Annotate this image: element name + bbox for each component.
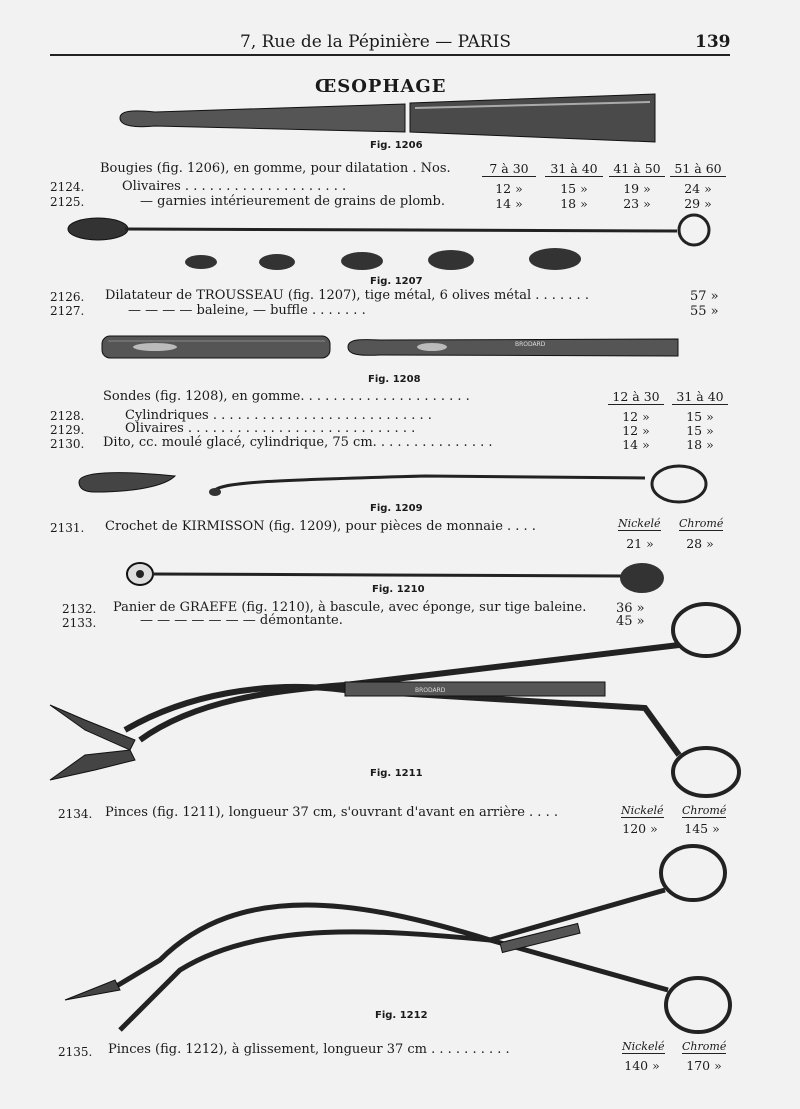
price: 45 »	[616, 614, 645, 629]
bougies-heading: Bougies (fig. 1206), en gomme, pour dilatation . Nos.	[100, 161, 451, 176]
fig-1207-dilatateur-illustration	[65, 212, 715, 277]
bougies-col-3: 41 à 50	[609, 161, 665, 177]
price-nickele: 140 »	[624, 1058, 660, 1073]
price-chrome: 28 »	[686, 536, 714, 551]
bougies-row-label: — garnies intérieurement de grains de plomb.	[140, 194, 445, 209]
sondes-row-label: Cylindriques . . . . . . . . . . . . . . . . . . . . . . . . . . .	[125, 408, 432, 423]
price: 19 »	[623, 181, 651, 196]
price-chrome: 170 »	[686, 1058, 722, 1073]
engraved-brand-text: BRODARD	[515, 341, 546, 348]
crochet-label: Crochet de KIRMISSON (fig. 1209), pour pièces de monnaie . . . .	[105, 519, 536, 534]
fig-1207-caption: Fig. 1207	[370, 276, 423, 287]
bougies-col-1: 7 à 30	[482, 161, 536, 177]
sondes-heading: Sondes (fig. 1208), en gomme. . . . . . . . . . . . . . . . . . . . .	[103, 389, 470, 404]
price: 12 »	[495, 181, 523, 196]
item-number: 2133.	[62, 616, 97, 630]
sondes-col-1: 12 à 30	[608, 389, 664, 405]
chrome-header: Chromé	[682, 804, 727, 817]
price: 15 »	[560, 181, 588, 196]
header-rule	[50, 54, 730, 56]
price: 24 »	[684, 181, 712, 196]
price: 36 »	[616, 601, 645, 616]
chrome-header: Chromé	[679, 517, 724, 530]
fig-1211-caption: Fig. 1211	[370, 768, 423, 779]
fig-1206-bougie-illustration	[115, 90, 660, 145]
panier-label: — — — — — — — démontante.	[140, 613, 343, 628]
price: 23 »	[623, 196, 651, 211]
item-number: 2125.	[50, 195, 85, 209]
sondes-row-label: Dito, cc. moulé glacé, cylindrique, 75 cm. . . . . . . . . . . . . . .	[103, 435, 493, 450]
item-number: 2130.	[50, 437, 85, 451]
pinces-1211-label: Pinces (fig. 1211), longueur 37 cm, s'ouvrant d'avant en arrière . . . .	[105, 805, 558, 820]
price-nickele: 21 »	[626, 536, 654, 551]
nickele-header: Nickelé	[621, 804, 664, 817]
engraved-brand-text: BRODARD	[415, 687, 446, 694]
fig-1210-caption: Fig. 1210	[372, 584, 425, 595]
dilatateur-label: — — — — baleine, — buffle . . . . . . .	[128, 303, 366, 318]
item-number: 2134.	[58, 807, 93, 821]
fig-1206-caption: Fig. 1206	[370, 140, 423, 151]
price: 14 »	[622, 437, 650, 452]
fig-1208-sondes-illustration	[100, 333, 682, 363]
price: 55 »	[690, 304, 719, 319]
section-title: ŒSOPHAGE	[315, 76, 447, 97]
page-number: 139	[695, 32, 731, 52]
fig-1209-caption: Fig. 1209	[370, 503, 423, 514]
sondes-col-2: 31 à 40	[672, 389, 728, 405]
bougies-col-2: 31 à 40	[545, 161, 603, 177]
price: 15 »	[686, 409, 714, 424]
item-number: 2129.	[50, 423, 85, 437]
item-number: 2128.	[50, 409, 85, 423]
panier-label: Panier de GRAEFE (fig. 1210), à bascule, avec éponge, sur tige baleine.	[113, 600, 587, 615]
bougies-row-label: Olivaires . . . . . . . . . . . . . . . . . . . .	[122, 179, 347, 194]
price: 12 »	[622, 409, 650, 424]
item-number: 2126.	[50, 290, 85, 304]
price: 57 »	[690, 289, 719, 304]
fig-1209-crochet-illustration	[75, 462, 715, 507]
price: 18 »	[560, 196, 588, 211]
item-number: 2132.	[62, 602, 97, 616]
running-header-address: 7, Rue de la Pépinière — PARIS	[240, 32, 511, 52]
price-nickele: 120 »	[622, 821, 658, 836]
price: 15 »	[686, 423, 714, 438]
nickele-header: Nickelé	[622, 1040, 665, 1053]
item-number: 2135.	[58, 1045, 93, 1059]
item-number: 2124.	[50, 180, 85, 194]
item-number: 2131.	[50, 521, 85, 535]
price: 29 »	[684, 196, 712, 211]
price: 18 »	[686, 437, 714, 452]
fig-1208-caption: Fig. 1208	[368, 374, 421, 385]
sondes-row-label: Olivaires . . . . . . . . . . . . . . . . . . . . . . . . . . . .	[125, 421, 416, 436]
price-chrome: 145 »	[684, 821, 720, 836]
price: 12 »	[622, 423, 650, 438]
nickele-header: Nickelé	[618, 517, 661, 530]
fig-1212-caption: Fig. 1212	[375, 1010, 428, 1021]
bougies-col-4: 51 à 60	[670, 161, 726, 177]
dilatateur-label: Dilatateur de TROUSSEAU (fig. 1207), tige métal, 6 olives métal . . . . . . .	[105, 288, 589, 303]
price: 14 »	[495, 196, 523, 211]
pinces-1212-label: Pinces (fig. 1212), à glissement, longueur 37 cm . . . . . . . . . .	[108, 1042, 510, 1057]
chrome-header: Chromé	[682, 1040, 727, 1053]
item-number: 2127.	[50, 304, 85, 318]
